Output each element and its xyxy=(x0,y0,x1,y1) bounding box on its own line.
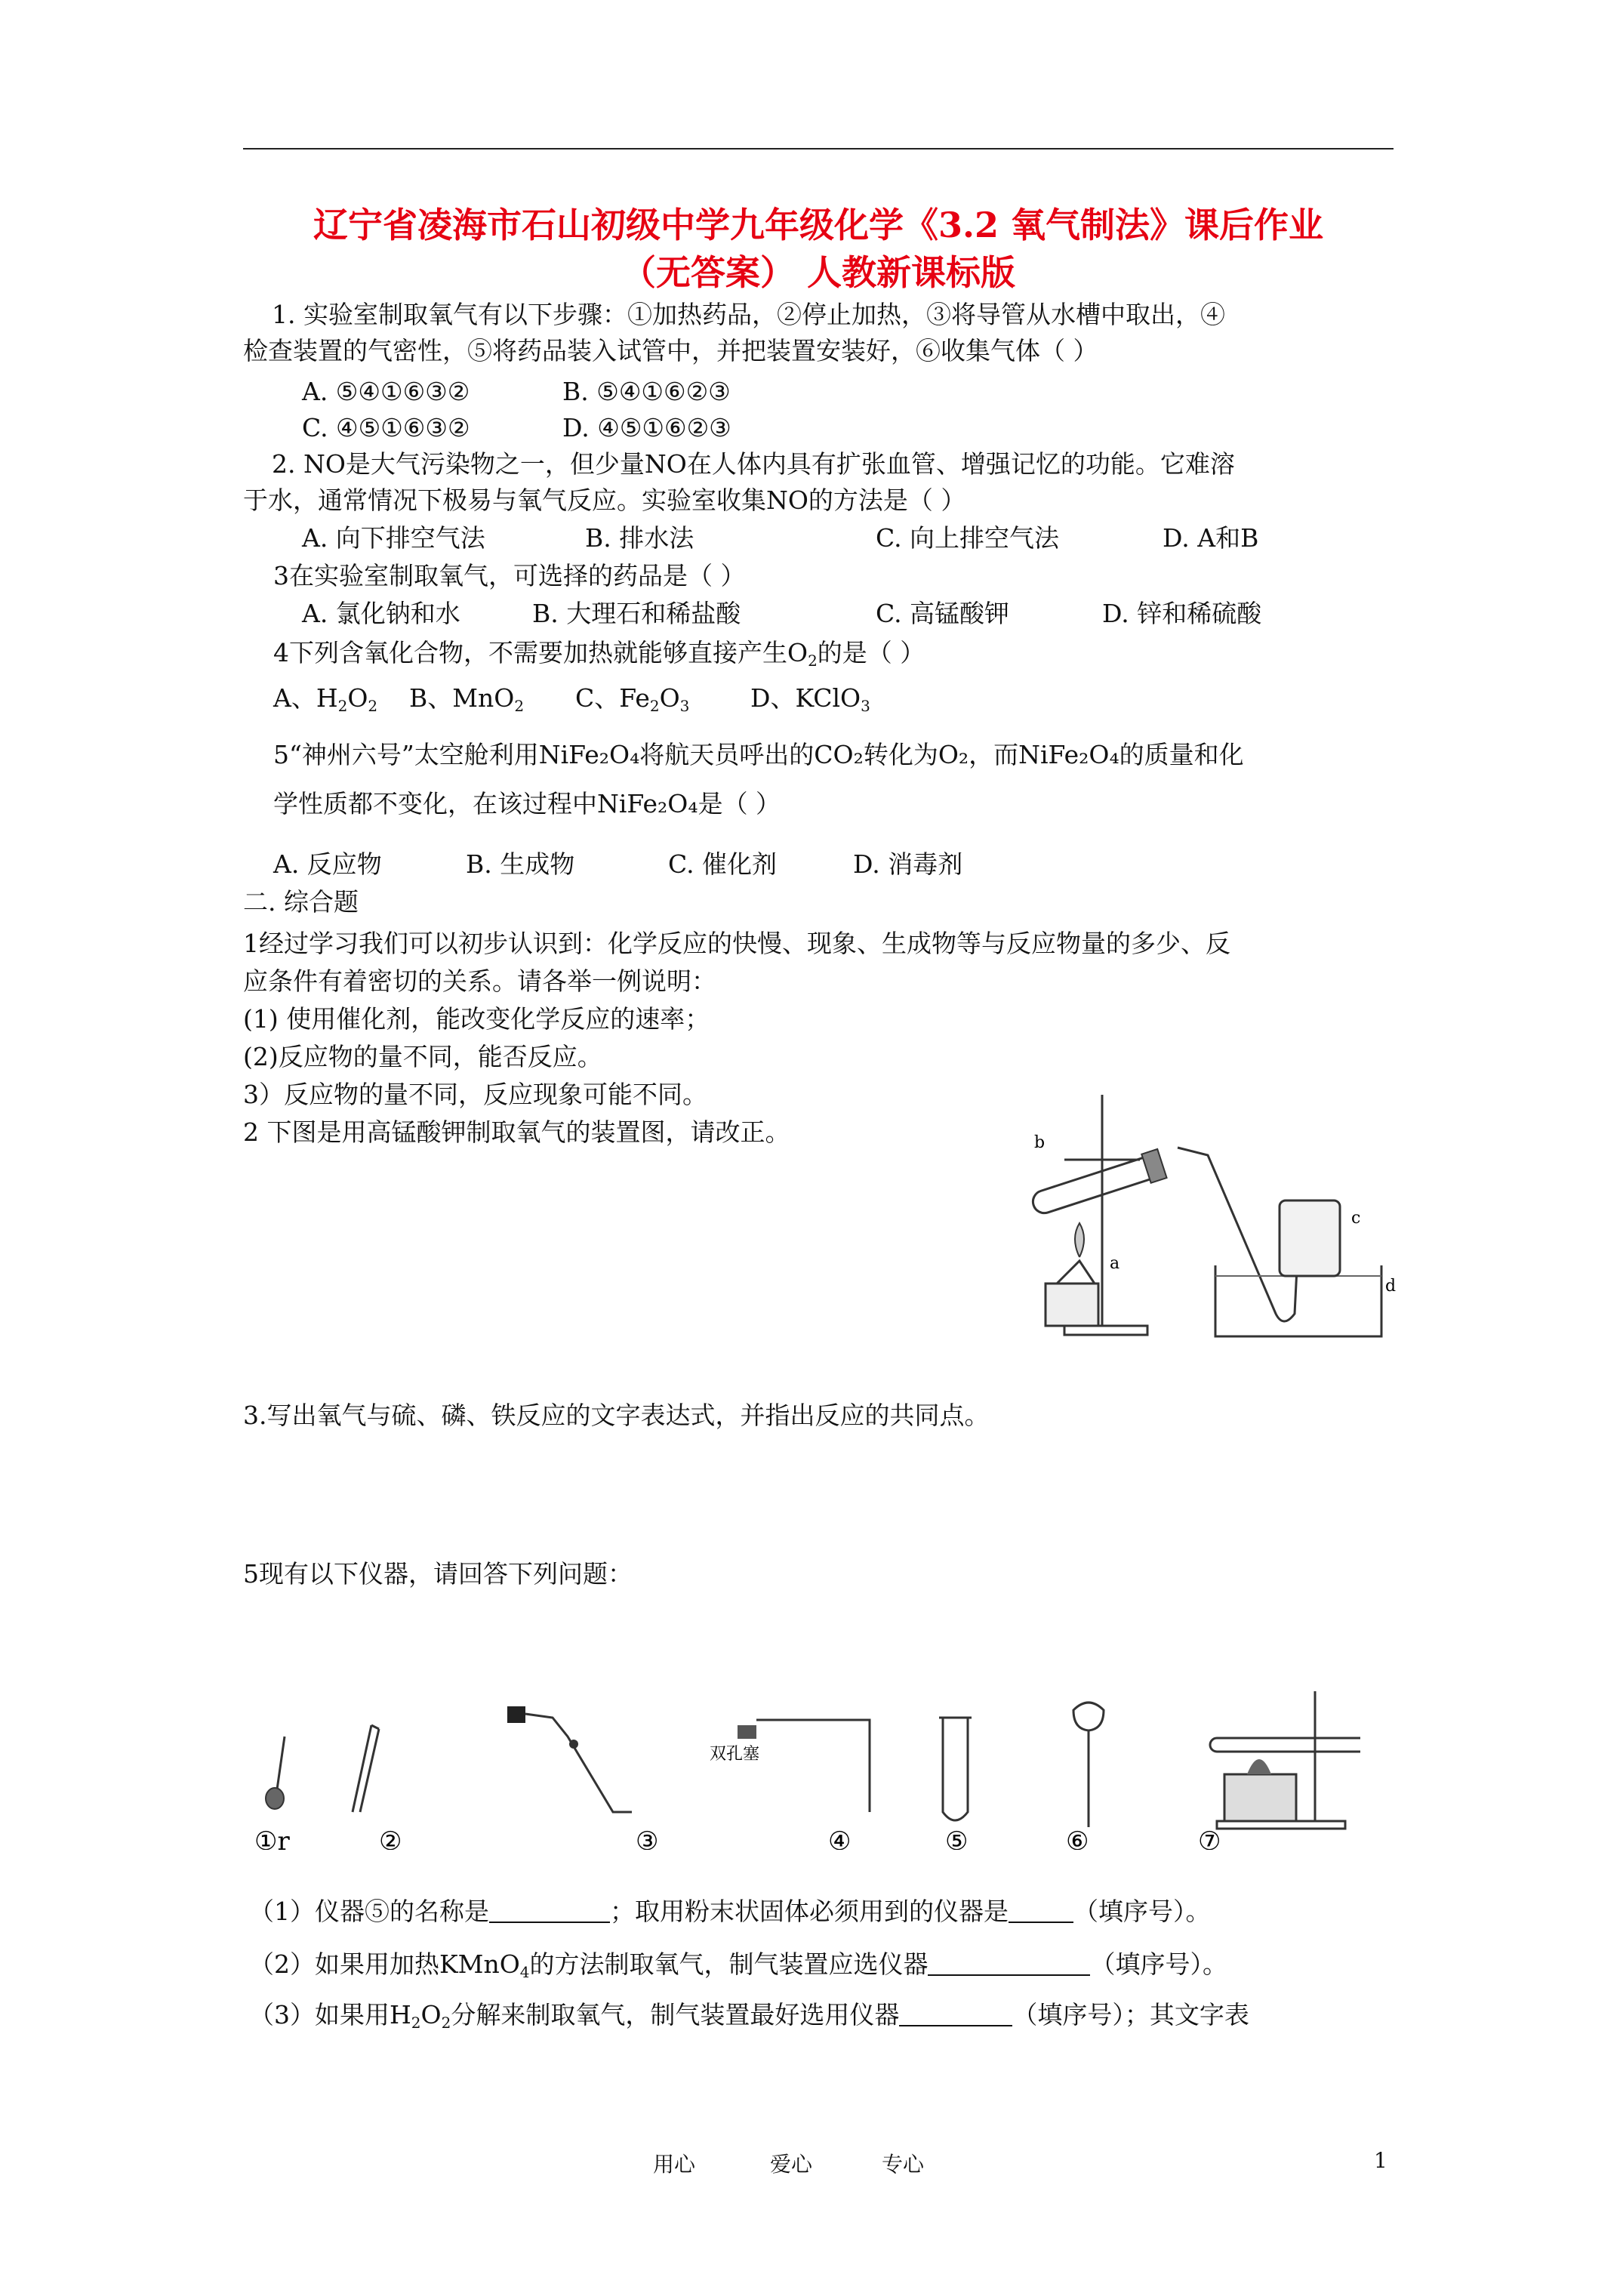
s2-p1-item2: (2)反应物的量不同，能否反应。 xyxy=(243,1042,602,1071)
q2-stem-line1: 2. NO是大气污染物之一，但少量NO在人体内具有扩张血管、增强记忆的功能。它难溶 xyxy=(272,449,1235,479)
instrument-number-5: ⑤ xyxy=(945,1826,969,1850)
q3-option-c: C. 高锰酸钾 xyxy=(876,599,1010,628)
gas-jar xyxy=(1280,1200,1340,1276)
label-c: c xyxy=(1351,1209,1361,1228)
answer-blank-2[interactable] xyxy=(1009,1899,1073,1923)
q3-option-d: D. 锌和稀硫酸 xyxy=(1102,599,1262,628)
q1-option-d: D. ④⑤①⑥②③ xyxy=(562,413,731,442)
instrument-number-4: ④ xyxy=(828,1826,852,1850)
stand-base xyxy=(1064,1326,1147,1335)
s2-p2: 2 下图是用高锰酸钾制取氧气的装置图，请改正。 xyxy=(243,1117,790,1147)
subq-2: （2）如果用加热KMnO$_4$的方法制取氧气，制气装置应选仪器 （填序号）。 xyxy=(249,1949,1227,1981)
q1-option-a: A. ⑤④①⑥③② xyxy=(302,377,470,406)
alcohol-lamp-top xyxy=(1057,1261,1095,1284)
stopper-tube-instrument xyxy=(507,1706,632,1812)
q2-stem-line2: 于水，通常情况下极易与氧气反应。实验室收集NO的方法是（ ） xyxy=(243,485,966,515)
tweezers-instrument xyxy=(353,1725,379,1812)
stopper-label: 双孔塞 xyxy=(710,1745,760,1764)
q5-option-b: B. 生成物 xyxy=(466,849,575,879)
s2-p5: 5现有以下仪器，请回答下列问题： xyxy=(243,1559,633,1589)
s2-p3: 3.写出氧气与硫、磷、铁反应的文字表达式，并指出反应的共同点。 xyxy=(243,1401,990,1430)
instrument-number-2: ② xyxy=(379,1826,402,1850)
s2-p1-item1: (1) 使用催化剂，能改变化学反应的速率； xyxy=(243,1004,710,1034)
q2-option-d: D. A和B xyxy=(1163,523,1259,553)
answer-blank-3[interactable] xyxy=(928,1952,1090,1976)
q1-stem-line2: 检查装置的气密性，⑤将药品装入试管中，并把装置安装好，⑥收集气体（ ） xyxy=(243,336,1098,365)
page-title-line2: （无答案） 人教新课标版 xyxy=(621,252,1015,293)
q5-option-a: A. 反应物 xyxy=(273,849,382,879)
q1-option-c: C. ④⑤①⑥③② xyxy=(302,413,470,442)
test-tube-instrument xyxy=(939,1718,972,1820)
footer-motto-3: 专心 xyxy=(882,2152,925,2177)
footer-motto-1: 用心 xyxy=(653,2152,696,2177)
page-number: 1 xyxy=(1374,2148,1387,2173)
s2-p1-line1: 1经过学习我们可以初步认识到：化学反应的快慢、现象、生成物等与反应物量的多少、反 xyxy=(243,929,1230,958)
instruments-figure xyxy=(243,1623,1526,1850)
q3-option-b: B. 大理石和稀盐酸 xyxy=(532,599,741,628)
instrument-number-1: ①r xyxy=(254,1826,290,1850)
funnel-instrument xyxy=(1073,1703,1104,1827)
q5-option-d: D. 消毒剂 xyxy=(853,849,963,879)
instrument-number-6: ⑥ xyxy=(1066,1826,1089,1850)
header-rule xyxy=(243,148,1394,149)
footer-motto-2: 爱心 xyxy=(770,2152,813,2177)
label-a: a xyxy=(1110,1254,1120,1273)
q5-option-c: C. 催化剂 xyxy=(668,849,778,879)
double-hole-stopper-instrument xyxy=(710,1720,870,1812)
q2-option-a: A. 向下排空气法 xyxy=(302,523,485,553)
instrument-number-3: ③ xyxy=(636,1826,659,1850)
q4-option-d: D、KClO$_3$ xyxy=(750,683,870,715)
label-d: d xyxy=(1385,1277,1397,1296)
heating-setup-instrument xyxy=(1210,1691,1360,1829)
oxygen-apparatus-diagram xyxy=(974,1087,1397,1351)
spatula-instrument xyxy=(266,1737,285,1809)
flame xyxy=(1075,1223,1084,1257)
s2-p1-item3: 3）反应物的量不同，反应现象可能不同。 xyxy=(243,1080,707,1109)
q3-option-a: A. 氯化钠和水 xyxy=(302,599,460,628)
section-heading: 二. 综合题 xyxy=(243,887,359,917)
q4-stem: 4下列含氧化合物，不需要加热就能够直接产生$O_2$的是（ ） xyxy=(273,638,925,670)
q4-option-c: C、$Fe_2O_3$ xyxy=(575,683,690,715)
answer-blank-1[interactable] xyxy=(489,1899,610,1923)
q4-option-b: B、MnO$_2$ xyxy=(409,683,525,715)
q5-stem-line2: 学性质都不变化，在该过程中NiFe₂O₄是（ ） xyxy=(273,789,781,818)
q1-stem-line1: 1. 实验室制取氧气有以下步骤：①加热药品，②停止加热，③将导管从水槽中取出，④ xyxy=(272,300,1225,329)
subq-3: （3）如果用$H_2O_2$分解来制取氧气，制气装置最好选用仪器 （填序号）；其文字表 xyxy=(249,2000,1249,2032)
q1-option-b: B. ⑤④①⑥②③ xyxy=(562,377,731,406)
subq-1: （1）仪器⑤的名称是 ；取用粉末状固体必须用到的仪器是 （填序号）。 xyxy=(249,1897,1211,1926)
page-title: 辽宁省凌海市石山初级中学九年级化学《3.2 氧气制法》课后作业 xyxy=(313,205,1324,245)
instrument-number-7: ⑦ xyxy=(1198,1826,1221,1850)
q4-option-a: A、$H_2O_2$ xyxy=(273,683,378,715)
q5-stem-line1: 5“神州六号”太空舱利用NiFe₂O₄将航天员呼出的CO₂转化为O₂，而NiFe₂O₄的质量和化 xyxy=(273,740,1244,769)
q2-option-b: B. 排水法 xyxy=(585,523,694,553)
label-b: b xyxy=(1034,1133,1046,1152)
answer-blank-4[interactable] xyxy=(899,2002,1012,2026)
s2-p1-line2: 应条件有着密切的关系。请各举一例说明： xyxy=(243,966,716,996)
q3-stem: 3在实验室制取氧气，可选择的药品是（ ） xyxy=(273,561,746,590)
alcohol-lamp xyxy=(1046,1284,1098,1326)
q2-option-c: C. 向上排空气法 xyxy=(876,523,1060,553)
